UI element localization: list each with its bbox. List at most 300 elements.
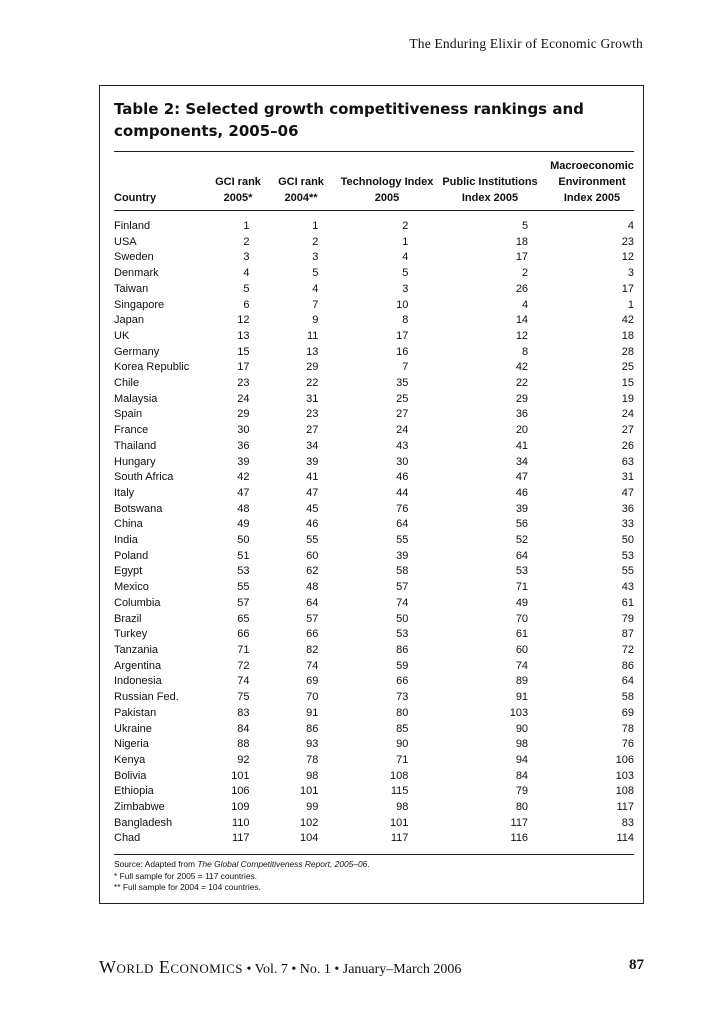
rank-cell: 15 [237,345,250,358]
rank-cell: 24 [396,424,409,437]
country-cell: Poland [114,549,149,562]
rank-cell: 60 [306,549,319,562]
rank-cell: 70 [306,691,319,704]
country-cell: China [114,518,143,531]
country-cell: Malaysia [114,392,158,405]
country-cell: Bolivia [114,769,147,782]
rank-cell: 50 [621,534,634,547]
table-row [114,455,634,471]
header-country: Country [114,192,157,204]
rank-cell: 104 [300,832,319,845]
rank-cell: 110 [232,816,250,829]
running-head: The Enduring Elixir of Economic Growth [409,36,643,51]
rank-cell: 22 [515,377,529,390]
rank-cell: 2 [243,235,250,248]
table-row [114,502,634,518]
country-cell: Zimbabwe [114,801,165,814]
country-cell: Finland [114,220,151,232]
rank-cell: 42 [621,314,634,327]
rank-cell: 106 [615,753,634,766]
country-cell: Botswana [114,502,163,515]
rank-cell: 109 [231,801,250,814]
rank-cell: 91 [306,706,319,719]
country-cell: India [114,534,138,547]
rank-cell: 71 [396,753,409,766]
table-row [114,486,634,502]
country-cell: Columbia [114,596,161,609]
table-row [114,376,634,392]
rank-cell: 17 [237,361,250,374]
country-cell: Indonesia [114,675,162,688]
rank-cell: 27 [306,424,319,437]
rank-cell: 35 [396,377,409,390]
country-cell: Russian Fed. [114,691,179,704]
rank-cell: 52 [515,534,529,547]
table-row [114,612,634,628]
rank-cell: 99 [306,801,319,814]
rank-cell: 51 [237,549,250,562]
rank-cell: 19 [621,392,634,405]
rank-cell: 29 [515,392,529,405]
rank-cell: 74 [515,659,529,672]
bottom-rule [114,854,634,855]
rank-cell: 23 [306,408,319,421]
rank-cell: 4 [627,220,634,232]
rank-cell: 47 [621,486,634,499]
country-cell: Singapore [114,298,165,311]
country-cell: Ethiopia [114,785,154,798]
table-row [114,345,634,361]
rank-cell: 75 [237,691,250,704]
rank-cell: 76 [621,738,634,751]
rank-cell: 42 [515,361,529,374]
rank-cell: 50 [237,534,250,547]
rank-cell: 47 [306,486,319,499]
rank-cell: 48 [306,581,319,594]
table-row [114,423,634,439]
rank-cell: 17 [621,282,634,295]
rank-cell: 13 [306,345,319,358]
table-row [114,753,634,769]
country-cell: Ukraine [114,722,152,735]
rank-cell: 12 [237,314,250,327]
rank-cell: 62 [306,565,319,578]
rank-cell: 59 [396,659,409,672]
country-cell: Hungary [114,455,156,468]
rank-cell: 106 [231,785,250,798]
rank-cell: 73 [396,691,409,704]
table-row [114,235,634,251]
rank-cell: 46 [515,486,529,499]
rank-cell: 53 [396,628,409,641]
rank-cell: 64 [306,596,319,609]
table-notes [114,859,634,894]
rank-cell: 5 [521,220,529,232]
rank-cell: 98 [396,801,409,814]
rank-cell: 83 [237,706,250,719]
rank-cell: 55 [237,581,250,594]
rank-cell: 80 [396,706,409,719]
table-row [114,706,634,722]
country-cell: USA [114,235,137,248]
rank-cell: 64 [621,675,634,688]
rank-cell: 87 [621,628,634,641]
rank-cell: 63 [621,455,634,468]
country-cell: Spain [114,408,143,421]
rank-cell: 93 [306,738,319,751]
rank-cell: 64 [396,518,409,531]
rank-cell: 103 [615,769,634,782]
table-row [114,392,634,408]
rank-cell: 39 [306,455,319,468]
rank-cell: 13 [237,329,250,342]
table-row [114,533,634,549]
rank-cell: 1 [312,220,319,232]
rank-cell: 12 [515,329,529,342]
rank-cell: 108 [390,769,409,782]
table-row [114,596,634,612]
table-row [114,439,634,455]
rank-cell: 69 [621,706,634,719]
rank-cell: 2 [402,220,409,232]
rank-cell: 70 [515,612,529,625]
rank-cell: 61 [621,596,634,609]
rank-cell: 27 [396,408,409,421]
table-row [114,580,634,596]
country-cell: Egypt [114,565,143,578]
rank-cell: 55 [396,534,409,547]
rank-cell: 53 [515,565,529,578]
rank-cell: 17 [515,251,529,264]
rank-cell: 117 [232,832,250,845]
table-row [114,329,634,345]
rank-cell: 15 [621,377,634,390]
rank-cell: 25 [396,392,409,405]
rank-cell: 79 [515,785,529,798]
country-cell: Thailand [114,439,157,452]
rank-cell: 7 [312,298,319,311]
country-cell: France [114,424,149,437]
rank-cell: 82 [306,643,319,656]
rank-cell: 34 [306,439,319,452]
table-frame [99,85,644,904]
country-cell: Chile [114,377,140,390]
rank-cell: 2 [312,235,319,248]
rank-cell: 12 [621,251,634,264]
table-row [114,627,634,643]
country-cell: South Africa [114,471,174,484]
rank-cell: 14 [515,314,529,327]
rank-cell: 65 [237,612,250,625]
rank-cell: 39 [237,455,250,468]
rank-cell: 3 [243,251,250,264]
table-row [114,831,634,847]
table-row [114,690,634,706]
rank-cell: 84 [515,769,529,782]
rank-cell: 1 [402,235,409,248]
rank-cell: 94 [515,753,529,766]
table-row [114,737,634,753]
country-cell: UK [114,329,130,342]
source-note: Source: Adapted from The Global Competitiveness Report, 2005–06. [114,859,370,869]
table-row [114,407,634,423]
rank-cell: 98 [515,738,529,751]
rank-cell: 58 [621,691,634,704]
rank-cell: 4 [521,298,529,311]
rank-cell: 23 [621,235,634,248]
rank-cell: 39 [396,549,409,562]
rank-cell: 25 [621,361,634,374]
rank-cell: 55 [621,565,634,578]
rank-cell: 69 [306,675,319,688]
country-cell: Turkey [114,628,148,641]
rank-cell: 114 [616,832,634,845]
header-gci-2005: GCI rank 2005* [215,176,261,204]
rank-cell: 28 [621,345,634,358]
rank-cell: 53 [621,549,634,562]
rank-cell: 90 [396,738,409,751]
rank-cell: 24 [237,392,250,405]
rank-cell: 5 [243,282,250,295]
table-row [114,219,634,235]
header-rule [114,210,634,211]
rank-cell: 66 [396,675,409,688]
rank-cell: 34 [515,455,529,468]
country-cell: Korea Republic [114,361,190,374]
rank-cell: 26 [515,282,529,295]
rank-cell: 27 [621,424,634,437]
rank-cell: 3 [627,267,634,280]
rank-cell: 29 [237,408,250,421]
rank-cell: 101 [390,816,409,829]
rank-cell: 45 [306,502,319,515]
rank-cell: 36 [515,408,529,421]
rank-cell: 74 [396,596,409,609]
page-footer [99,957,644,978]
rank-cell: 78 [621,722,634,735]
rank-cell: 72 [237,659,250,672]
country-cell: Nigeria [114,738,149,751]
country-cell: Mexico [114,581,149,594]
rank-cell: 31 [306,392,319,405]
table-row [114,722,634,738]
table-row [114,298,634,314]
country-cell: Taiwan [114,282,149,295]
rank-cell: 36 [237,439,250,452]
table-row [114,816,634,832]
rank-cell: 47 [237,486,250,499]
rank-cell: 57 [306,612,319,625]
rank-cell: 108 [615,785,634,798]
rank-cell: 23 [237,377,250,390]
rank-cell: 16 [396,345,409,358]
country-cell: Italy [114,486,135,499]
rank-cell: 74 [306,659,319,672]
rank-cell: 43 [621,581,634,594]
rank-cell: 24 [621,408,634,421]
rank-cell: 71 [515,581,529,594]
table-row [114,643,634,659]
rank-cell: 60 [515,643,529,656]
rank-cell: 4 [243,267,250,280]
rank-cell: 86 [306,722,319,735]
rank-cell: 8 [521,345,529,358]
rank-cell: 79 [621,612,634,625]
country-cell: Chad [114,832,141,845]
rank-cell: 5 [402,267,409,280]
country-cell: Argentina [114,659,162,672]
table-row [114,674,634,690]
table-row [114,769,634,785]
table-row [114,282,634,298]
header-gci-2004: GCI rank 2004** [278,176,324,204]
rank-cell: 3 [312,251,319,264]
country-cell: Kenya [114,753,146,766]
rank-cell: 101 [231,769,250,782]
rank-cell: 20 [515,424,529,437]
rank-cell: 1 [627,298,634,311]
rank-cell: 46 [396,471,409,484]
rank-cell: 71 [237,643,250,656]
rank-cell: 4 [402,251,409,264]
table-row [114,360,634,376]
rank-cell: 53 [237,565,250,578]
rank-cell: 46 [306,518,319,531]
rank-cell: 44 [396,486,409,499]
country-cell: Tanzania [114,643,159,656]
table-title: Table 2: Selected growth competitiveness rankings and components, 2005–06 [114,100,584,140]
rank-cell: 36 [621,502,634,515]
country-cell: Sweden [114,251,154,264]
rank-cell: 29 [306,361,319,374]
country-cell: Japan [114,314,144,327]
rank-cell: 30 [237,424,250,437]
rank-cell: 41 [515,439,529,452]
rank-cell: 66 [237,628,250,641]
table-row [114,470,634,486]
header-technology-index: Technology Index 2005 [340,176,434,204]
rank-cell: 50 [396,612,409,625]
rank-cell: 6 [243,298,250,311]
rank-cell: 33 [621,518,634,531]
rank-cell: 88 [237,738,250,751]
rank-cell: 18 [621,329,634,342]
rank-cell: 8 [402,314,409,327]
rank-cell: 102 [300,816,319,829]
rank-cell: 57 [396,581,409,594]
rank-cell: 49 [237,518,250,531]
rank-cell: 117 [390,832,409,845]
rank-cell: 30 [396,455,409,468]
rank-cell: 103 [509,706,529,719]
rank-cell: 26 [621,439,634,452]
rank-cell: 83 [621,816,634,829]
rank-cell: 56 [515,518,529,531]
rank-cell: 47 [515,471,529,484]
rank-cell: 57 [237,596,250,609]
table-row [114,659,634,675]
table-row [114,800,634,816]
rank-cell: 98 [306,769,319,782]
rank-cell: 117 [616,801,634,814]
rank-cell: 31 [621,471,634,484]
rank-cell: 41 [306,471,319,484]
footnote-2004: ** Full sample for 2004 = 104 countries. [114,882,261,892]
rank-cell: 64 [515,549,529,562]
rank-cell: 86 [621,659,634,672]
rank-cell: 66 [306,628,319,641]
rank-cell: 101 [300,785,319,798]
rank-cell: 58 [396,565,409,578]
rank-cell: 1 [243,220,250,232]
rank-cell: 18 [515,235,529,248]
rank-cell: 76 [396,502,409,515]
rank-cell: 117 [510,816,529,829]
rank-cell: 17 [396,329,409,342]
rank-cell: 11 [306,329,319,342]
rank-cell: 55 [306,534,319,547]
rank-cell: 2 [521,267,529,280]
rank-cell: 116 [510,832,529,845]
table-row [114,517,634,533]
rank-cell: 80 [515,801,529,814]
table-row [114,250,634,266]
rank-cell: 5 [312,267,319,280]
page-number: 87 [629,957,644,973]
rank-cell: 10 [396,298,409,311]
rank-cell: 86 [396,643,409,656]
table-row [114,549,634,565]
rank-cell: 115 [390,785,409,798]
country-cell: Bangladesh [114,816,173,829]
country-cell: Denmark [114,267,159,280]
top-rule [114,151,634,152]
table-row [114,266,634,282]
rankings-table [114,219,634,847]
rank-cell: 74 [237,675,250,688]
rank-cell: 90 [515,722,529,735]
rank-cell: 39 [515,502,529,515]
table-row [114,313,634,329]
footnote-2005: * Full sample for 2005 = 117 countries. [114,870,257,881]
country-cell: Brazil [114,612,142,625]
country-cell: Pakistan [114,706,157,719]
rank-cell: 78 [306,753,319,766]
rank-cell: 72 [621,643,634,656]
issue-info: • Vol. 7 • No. 1 • January–March 2006 [243,962,462,977]
rank-cell: 49 [515,596,529,609]
rank-cell: 89 [515,675,529,688]
rank-cell: 91 [515,691,529,704]
rank-cell: 85 [396,722,409,735]
header-public-institutions: Public Institutions Index 2005 [442,176,538,204]
rank-cell: 92 [237,753,250,766]
rank-cell: 42 [237,471,250,484]
rank-cell: 84 [237,722,250,735]
table-row [114,784,634,800]
country-cell: Germany [114,345,160,358]
rank-cell: 43 [396,439,409,452]
rank-cell: 7 [402,361,409,374]
rank-cell: 9 [312,314,319,327]
header-macroeconomic-environment: Macroeconomic Environment Index 2005 [550,160,634,204]
rank-cell: 22 [306,377,319,390]
rank-cell: 61 [515,628,529,641]
journal-name: World Economics [99,957,243,977]
rank-cell: 3 [402,282,409,295]
rank-cell: 4 [312,282,319,295]
rank-cell: 48 [237,502,250,515]
